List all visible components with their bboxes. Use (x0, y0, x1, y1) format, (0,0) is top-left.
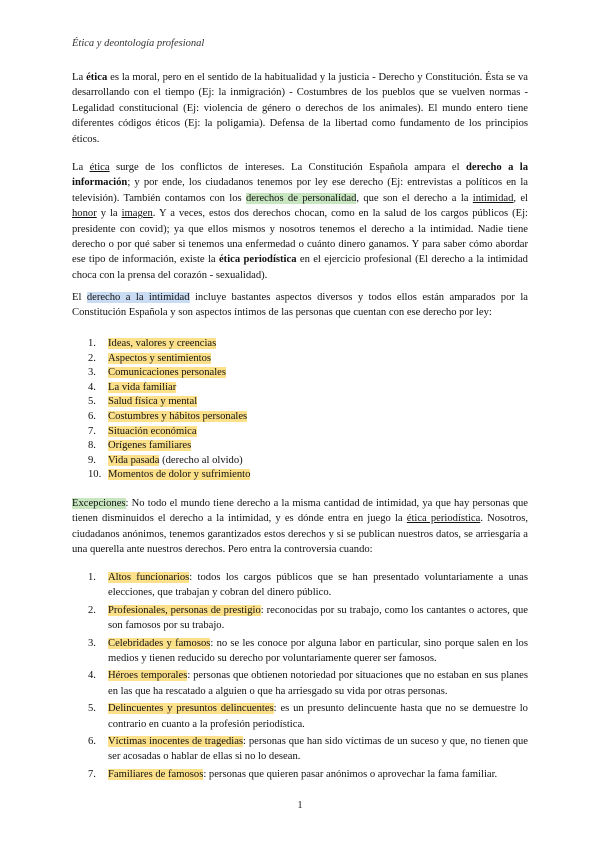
paragraph-exceptions (72, 496, 528, 558)
text: : No todo el mundo tiene derecho a la misma cantidad de intimidad, ya que hay personas que tienen disminuidos el derecho a la intimidad, y es dónde entra en juego la (72, 498, 528, 525)
list-item (72, 603, 528, 634)
text: es la moral, pero en el sentido de la habitualidad y la justicia - Derecho y Constitución. Ésta se va desarrollando con el tiempo (Ej: la inmigración) - Costumbres de los pueblos que se vuelven normas - Legalidad constitucional (Ej: violencia de género o derechos de los animales). El mundo entero tiene diferentes códigos éticos (Ej: la poligamia). Defensa de la libertad como fundamento de los principios éticos. (72, 72, 528, 145)
keyword-etica: ética (89, 162, 110, 173)
list-item (72, 424, 528, 439)
list-number: 4. (88, 670, 96, 682)
text: , el (513, 192, 529, 204)
list-number: 2. (88, 604, 96, 616)
list-item (72, 734, 528, 765)
list-number: 7. (88, 425, 96, 437)
highlighted-term: Celebridades y famosos (108, 637, 211, 649)
keyword-intimidad: intimidad (472, 192, 514, 204)
list-item-description: : reconocidas por su trabajo, como los cantantes o actores, que son famosos por su trabajo. (108, 604, 529, 632)
list-item (72, 668, 528, 699)
list-number: 4. (88, 381, 96, 393)
list-item-note: (derecho al olvido) (159, 454, 243, 466)
list-item (72, 701, 528, 732)
keyword-etica: ética (86, 72, 108, 83)
highlighted-term: Profesionales, personas de prestigio (108, 604, 261, 616)
list-item (72, 438, 528, 453)
text: y la (96, 208, 122, 220)
list-number: 9. (88, 454, 96, 466)
text: , que son el derecho a la (356, 192, 473, 204)
list-number: 10. (88, 469, 102, 481)
highlighted-term: Víctimas inocentes de tragedias (108, 736, 244, 748)
list-item (72, 570, 528, 601)
keyword-derecho-intimidad: derecho a la intimidad (86, 292, 190, 303)
highlighted-text: La vida familiar (108, 381, 177, 393)
paragraph-ethics-definition (72, 70, 528, 147)
list-item (72, 394, 528, 409)
list-item (72, 767, 528, 782)
list-item (72, 351, 528, 366)
list-item-description: : personas que quieren pasar anónimos o aprovechar la fama familiar. (203, 768, 498, 780)
list-number: 8. (88, 440, 96, 452)
text: La (72, 72, 87, 83)
highlighted-text: Momentos de dolor y sufrimiento (108, 469, 251, 481)
text: surge de los conflictos de intereses. La Constitución Española ampara el (109, 162, 466, 173)
keyword-derecho-informacion: derecho a la información (72, 162, 529, 189)
list-item (72, 380, 528, 395)
list-number: 6. (88, 736, 96, 748)
list-number: 1. (88, 572, 96, 583)
list-item (72, 365, 528, 380)
list-item-description: : no se les conoce por alguna labor en particular, sino porque salen en los medios y tienen reducido su derecho por voluntariamente querer ser famosos. (108, 637, 528, 665)
exceptions-list (72, 570, 528, 784)
highlighted-text: Orígenes familiares (108, 440, 192, 452)
list-item-description: : personas que han sido víctimas de un suceso y que, no tienen que ser acosadas o hablar de ellas si no lo desean. (108, 736, 529, 763)
highlighted-term: Altos funcionarios (108, 572, 190, 583)
list-item-description: : es un presunto delincuente hasta que no se demuestre lo contrario en cuanto a la profesión periodística. (108, 703, 528, 730)
keyword-imagen: imagen (121, 208, 153, 220)
list-number: 5. (88, 396, 96, 408)
list-number: 1. (88, 338, 96, 349)
highlighted-text: Ideas, valores y creencias (108, 338, 217, 349)
page-header: Ética y deontología profesional (72, 38, 205, 49)
paragraph-privacy-right (72, 290, 528, 321)
list-number: 3. (88, 637, 96, 649)
text: . Nosotros, ciudadanos anónimos, tenemos garantizados estos derechos y si se publican nuestros datos, se arriesgaría a una querella ante nuestros derechos. Pero entra la controversia cuando: (72, 513, 529, 556)
page-number: 1 (297, 800, 303, 811)
highlighted-text: Comunicaciones personales (108, 367, 226, 379)
highlighted-term: Delincuentes y presuntos delincuentes (108, 703, 274, 715)
paragraph-ethics-conflicts (72, 160, 528, 283)
keyword-etica-periodistica: ética periodística (406, 513, 481, 525)
text: incluye bastantes aspectos diversos y todos ellos están amparados por la Constitución Española y son aspectos íntimos de las personas que cuentan con ese derecho por ley: (72, 292, 528, 319)
text: La (72, 162, 90, 173)
text: ; y por ende, los ciudadanos tenemos por ley ese derecho (Ej: entrevistas a políticos en la televisión). También contamos con los (72, 177, 528, 204)
highlighted-term: Héroes temporales (108, 670, 188, 682)
keyword-etica-periodistica: ética periodística (218, 254, 297, 266)
list-number: 7. (88, 768, 96, 780)
list-number: 3. (88, 367, 96, 379)
list-item-description: : todos los cargos públicos que se han presentado voluntariamente a unas elecciones, que trabajan y cobran del dinero público. (108, 572, 528, 599)
privacy-aspects-list (72, 336, 528, 482)
text: . Y a veces, estos dos derechos chocan, como en la salud de los cargos públicos (Ej: presidente con covid); ya que ellos mismos y nosotros tenemos el derecho a la intimidad. Nadie tiene derecho o por qué saber si tenemos una enfermedad o cuánto dinero ganamos. Y para saber cómo abordar ese tipo de información, existe la (72, 208, 529, 266)
highlighted-text: Vida pasada (108, 454, 160, 466)
highlighted-text: Salud física y mental (108, 396, 198, 408)
list-item (72, 336, 528, 351)
keyword-derechos-personalidad: derechos de personalidad (245, 192, 357, 204)
list-item (72, 453, 528, 468)
keyword-honor: honor (72, 208, 97, 220)
list-number: 2. (88, 352, 96, 364)
list-item (72, 467, 528, 482)
list-item (72, 636, 528, 667)
list-item (72, 409, 528, 424)
text: en el ejercicio profesional (El derecho a la intimidad choca con la prensa del corazón - sexualidad). (72, 254, 528, 281)
list-number: 5. (88, 703, 96, 715)
highlighted-text: Situación económica (108, 425, 197, 437)
highlighted-term: Familiares de famosos (108, 768, 204, 780)
text: El (72, 292, 87, 303)
highlighted-text: Aspectos y sentimientos (108, 352, 211, 364)
list-item-description: : personas que obtienen notoriedad por situaciones que no estaban en sus planes en las que ha rescatado a alguien o que ha arriesgado su vida por otras personas. (108, 670, 528, 697)
highlighted-text: Costumbres y hábitos personales (108, 410, 248, 422)
keyword-excepciones: Excepciones (72, 498, 126, 509)
list-number: 6. (88, 410, 96, 422)
